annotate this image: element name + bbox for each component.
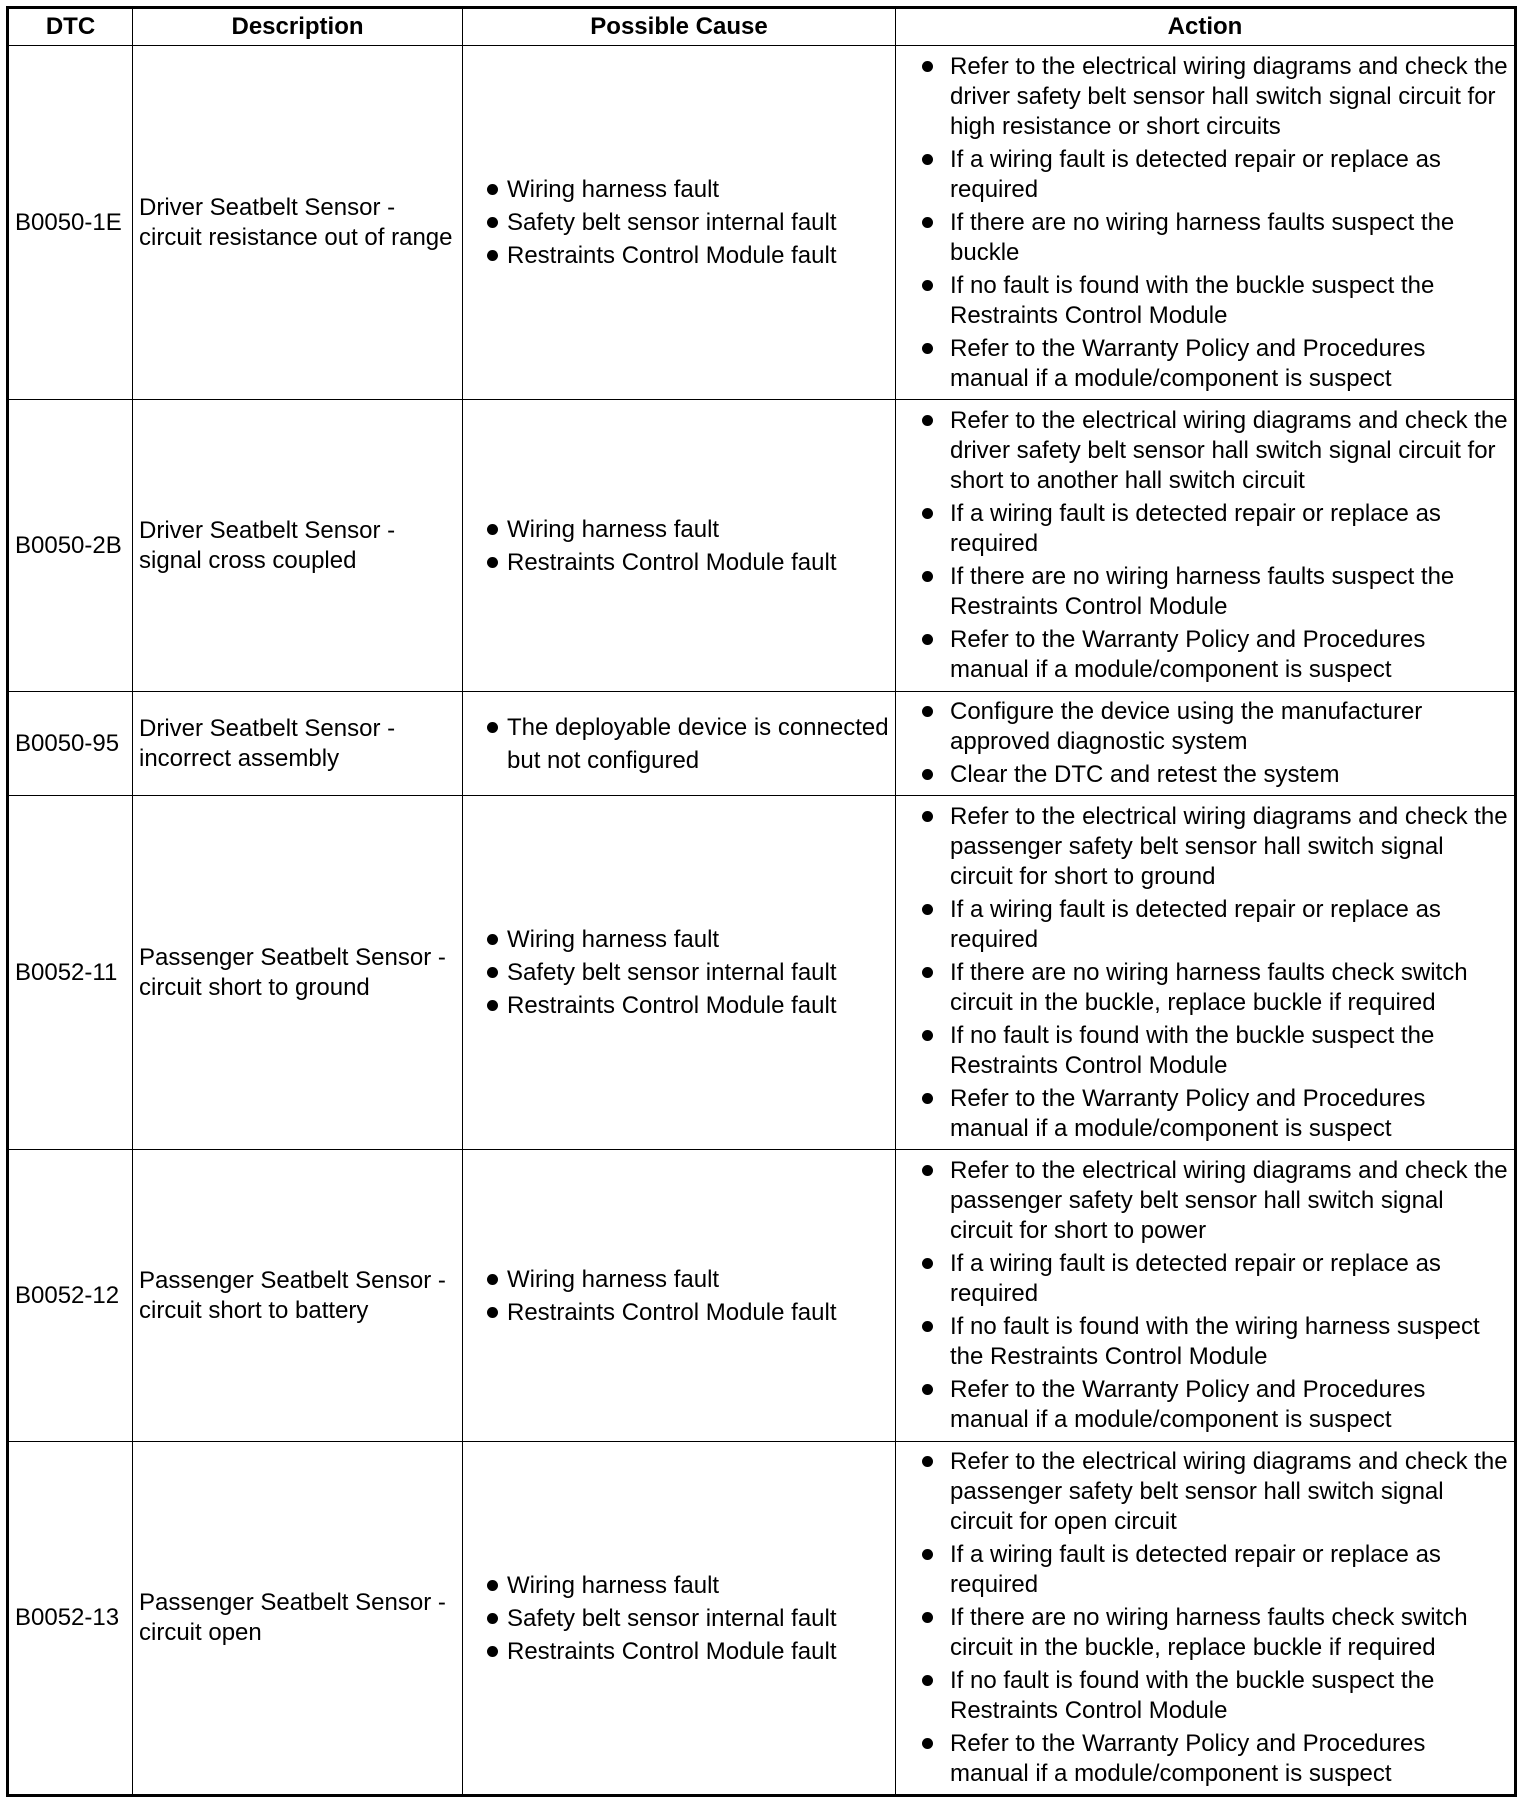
- cause-list: [469, 1569, 889, 1668]
- action-item: If a wiring fault is detected repair or replace as required: [902, 895, 1508, 955]
- action-list: [902, 697, 1508, 790]
- table-row: [8, 692, 1516, 796]
- table-row: [8, 796, 1516, 1150]
- action-item: Refer to the Warranty Policy and Procedures manual if a module/component is suspect: [902, 1084, 1508, 1144]
- cause-item: Restraints Control Module fault: [469, 989, 889, 1022]
- action-item: Refer to the electrical wiring diagrams and check the passenger safety belt sensor hall switch signal circuit for short to power: [902, 1156, 1508, 1246]
- dtc-code: B0052-12: [8, 1150, 133, 1442]
- possible-cause-cell: [463, 400, 896, 692]
- table-row: [8, 46, 1516, 400]
- action-list: [902, 1156, 1508, 1435]
- action-item: Configure the device using the manufacturer approved diagnostic system: [902, 697, 1508, 757]
- action-item: If there are no wiring harness faults suspect the Restraints Control Module: [902, 562, 1508, 622]
- action-cell: [896, 46, 1516, 400]
- header-action: Action: [896, 8, 1516, 46]
- action-cell: [896, 1442, 1516, 1796]
- action-item: If there are no wiring harness faults check switch circuit in the buckle, replace buckle if required: [902, 958, 1508, 1018]
- action-list: [902, 802, 1508, 1144]
- cause-item: Wiring harness fault: [469, 923, 889, 956]
- possible-cause-cell: [463, 796, 896, 1150]
- dtc-description: Driver Seatbelt Sensor - signal cross coupled: [133, 400, 463, 692]
- cause-list: [469, 711, 889, 777]
- cause-item: Wiring harness fault: [469, 173, 889, 206]
- dtc-description: Driver Seatbelt Sensor - circuit resistance out of range: [133, 46, 463, 400]
- cause-item: The deployable device is connected but not configured: [469, 711, 889, 777]
- action-item: Refer to the Warranty Policy and Procedures manual if a module/component is suspect: [902, 1375, 1508, 1435]
- action-cell: [896, 796, 1516, 1150]
- cause-list: [469, 923, 889, 1022]
- cause-list: [469, 513, 889, 579]
- dtc-code: B0050-1E: [8, 46, 133, 400]
- cause-list: [469, 173, 889, 272]
- dtc-description: Driver Seatbelt Sensor - incorrect assembly: [133, 692, 463, 796]
- possible-cause-cell: [463, 1150, 896, 1442]
- action-item: If no fault is found with the buckle suspect the Restraints Control Module: [902, 1666, 1508, 1726]
- dtc-description: Passenger Seatbelt Sensor - circuit open: [133, 1442, 463, 1796]
- header-dtc: DTC: [8, 8, 133, 46]
- possible-cause-cell: [463, 1442, 896, 1796]
- action-list: [902, 1447, 1508, 1789]
- action-item: Refer to the electrical wiring diagrams and check the driver safety belt sensor hall switch signal circuit for short to another hall switch circuit: [902, 406, 1508, 496]
- action-cell: [896, 692, 1516, 796]
- dtc-code: B0052-13: [8, 1442, 133, 1796]
- action-item: If there are no wiring harness faults check switch circuit in the buckle, replace buckle if required: [902, 1603, 1508, 1663]
- action-cell: [896, 400, 1516, 692]
- action-cell: [896, 1150, 1516, 1442]
- cause-item: Restraints Control Module fault: [469, 1635, 889, 1668]
- action-item: Refer to the Warranty Policy and Procedures manual if a module/component is suspect: [902, 625, 1508, 685]
- header-possible-cause: Possible Cause: [463, 8, 896, 46]
- dtc-code: B0050-2B: [8, 400, 133, 692]
- action-item: Refer to the Warranty Policy and Procedures manual if a module/component is suspect: [902, 1729, 1508, 1789]
- action-item: Clear the DTC and retest the system: [902, 760, 1508, 790]
- dtc-table: [6, 6, 1517, 1797]
- cause-item: Safety belt sensor internal fault: [469, 206, 889, 239]
- cause-item: Restraints Control Module fault: [469, 1296, 889, 1329]
- dtc-description: Passenger Seatbelt Sensor - circuit short to battery: [133, 1150, 463, 1442]
- action-list: [902, 406, 1508, 685]
- cause-item: Wiring harness fault: [469, 1569, 889, 1602]
- cause-item: Restraints Control Module fault: [469, 239, 889, 272]
- table-row: [8, 1150, 1516, 1442]
- dtc-code: B0052-11: [8, 796, 133, 1150]
- action-item: If no fault is found with the buckle suspect the Restraints Control Module: [902, 1021, 1508, 1081]
- dtc-description: Passenger Seatbelt Sensor - circuit short to ground: [133, 796, 463, 1150]
- action-item: Refer to the Warranty Policy and Procedures manual if a module/component is suspect: [902, 334, 1508, 394]
- action-item: If no fault is found with the wiring harness suspect the Restraints Control Module: [902, 1312, 1508, 1372]
- cause-item: Wiring harness fault: [469, 1263, 889, 1296]
- dtc-code: B0050-95: [8, 692, 133, 796]
- possible-cause-cell: [463, 692, 896, 796]
- action-item: If no fault is found with the buckle suspect the Restraints Control Module: [902, 271, 1508, 331]
- table-body: [8, 46, 1516, 1796]
- cause-item: Safety belt sensor internal fault: [469, 1602, 889, 1635]
- action-item: Refer to the electrical wiring diagrams and check the passenger safety belt sensor hall switch signal circuit for open circuit: [902, 1447, 1508, 1537]
- action-item: If there are no wiring harness faults suspect the buckle: [902, 208, 1508, 268]
- action-item: Refer to the electrical wiring diagrams and check the driver safety belt sensor hall switch signal circuit for high resistance or short circuits: [902, 52, 1508, 142]
- cause-list: [469, 1263, 889, 1329]
- table-row: [8, 400, 1516, 692]
- header-row: [8, 8, 1516, 46]
- table-row: [8, 1442, 1516, 1796]
- action-item: If a wiring fault is detected repair or replace as required: [902, 145, 1508, 205]
- possible-cause-cell: [463, 46, 896, 400]
- action-item: Refer to the electrical wiring diagrams and check the passenger safety belt sensor hall switch signal circuit for short to ground: [902, 802, 1508, 892]
- action-item: If a wiring fault is detected repair or replace as required: [902, 1540, 1508, 1600]
- action-list: [902, 52, 1508, 394]
- cause-item: Wiring harness fault: [469, 513, 889, 546]
- cause-item: Safety belt sensor internal fault: [469, 956, 889, 989]
- cause-item: Restraints Control Module fault: [469, 546, 889, 579]
- action-item: If a wiring fault is detected repair or replace as required: [902, 499, 1508, 559]
- header-description: Description: [133, 8, 463, 46]
- action-item: If a wiring fault is detected repair or replace as required: [902, 1249, 1508, 1309]
